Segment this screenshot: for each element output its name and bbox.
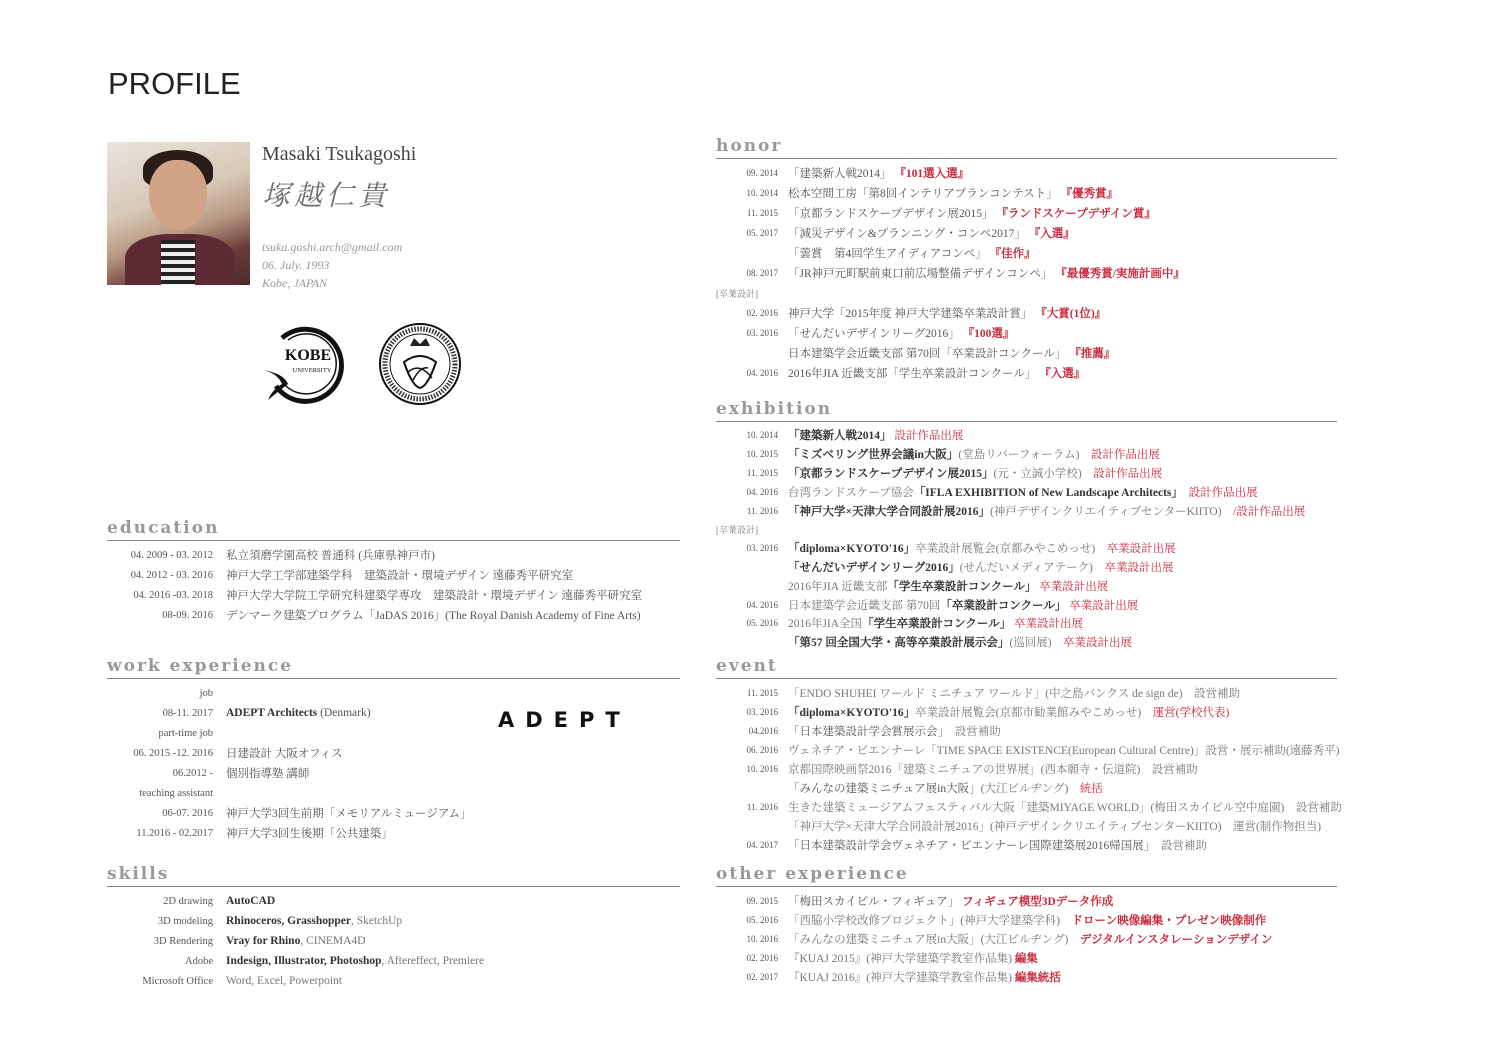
entry-text xyxy=(226,567,573,583)
entry-date: 11. 2015 xyxy=(746,687,778,698)
email[interactable]: tsuka.goshi.arch@gmail.com xyxy=(262,240,403,254)
entry-text xyxy=(788,345,1115,361)
entry-segment: 「京都ランドスケープデザイン展2015」 xyxy=(788,208,997,220)
entry-segment: , SketchUp xyxy=(351,915,403,927)
entry-segment: 2016年JIA全国 xyxy=(788,618,863,631)
entry-segment: , Aftereffect, Premiere xyxy=(381,955,485,967)
entry-segment: 「せんだいデザインリーグ2016」 xyxy=(788,561,960,574)
entry-highlight: 設計作品出展 xyxy=(1188,486,1258,499)
entry-text xyxy=(788,723,1001,739)
entry-text xyxy=(788,704,1229,720)
entry-text xyxy=(226,707,371,719)
entry-text xyxy=(226,805,472,821)
entry-date: 10. 2014 xyxy=(746,430,778,441)
honor-entry xyxy=(716,243,1337,263)
entry-date: Microsoft Office xyxy=(142,975,213,987)
entry-highlight: 設計作品出展 xyxy=(1093,467,1163,480)
entry-highlight: 『ランドスケープデザイン賞』 xyxy=(996,208,1156,220)
entry-date: teaching assistant xyxy=(139,787,213,799)
entry-segment: Indesign, Illustrator, Photoshop xyxy=(226,955,382,967)
entry-highlight: 卒業設計出展 xyxy=(1063,637,1133,650)
entry-segment: 「日本建築設計学会賞展示会」 xyxy=(788,725,944,738)
entry-text xyxy=(788,969,1061,985)
entry-segment: 日本建築学会近畿支部 第70回 xyxy=(788,599,941,612)
entry-highlight: /設計作品出展 xyxy=(1233,505,1306,518)
entry-text xyxy=(226,975,342,987)
entry-segment: 「日本建築設計学会ヴェネチア・ビエンナーレ国際建築展2016帰国展」 xyxy=(788,839,1150,852)
event-heading: event xyxy=(716,656,1337,679)
entry-segment: (堂島リバーフォーラム) xyxy=(958,449,1091,462)
royal-danish-academy-seal xyxy=(378,322,462,406)
entry-segment: AutoCAD xyxy=(226,895,276,907)
entry-text xyxy=(788,837,1207,853)
entry-date: 11.2016 - 02.2017 xyxy=(136,827,213,839)
entry-date: 2D drawing xyxy=(163,895,213,907)
entry-text xyxy=(788,615,1083,631)
work-entry xyxy=(107,823,680,843)
entry-segment: 卒業設計展覧会(京都市勧業館みやこめっせ) xyxy=(915,706,1153,719)
entry-date: 03. 2016 xyxy=(746,706,778,717)
entry-date: 02. 2017 xyxy=(746,971,778,982)
entry-date: 3D modeling xyxy=(157,915,213,927)
event-entry xyxy=(716,778,1337,797)
entry-date: 06. 2015 -12. 2016 xyxy=(133,747,213,759)
entry-text xyxy=(788,893,1113,909)
work-heading: work experience xyxy=(107,656,680,679)
education-entry xyxy=(107,565,680,585)
entry-text xyxy=(226,607,641,623)
work-entry xyxy=(107,803,680,823)
education-entry xyxy=(107,545,680,565)
entry-text xyxy=(788,305,1106,321)
other-entry xyxy=(716,948,1337,967)
entry-highlight: 運営(学校代表) xyxy=(1152,706,1230,719)
entry-segment: 「学生卒業設計コンクール」 xyxy=(862,618,1015,631)
entry-date: 05. 2017 xyxy=(746,228,778,238)
entry-date: 11. 2016 xyxy=(746,801,778,812)
entry-date: 05. 2016 xyxy=(746,914,778,925)
skills-heading: skills xyxy=(107,864,680,887)
entry-text xyxy=(226,895,275,907)
entry-highlight: 設計作品出展 xyxy=(894,430,964,443)
entry-text xyxy=(788,799,1342,815)
entry-segment: (元・立誠小学校) xyxy=(993,467,1094,480)
other-experience-section xyxy=(716,864,1337,986)
entry-date: 11. 2016 xyxy=(746,505,778,516)
education-heading: education xyxy=(107,518,680,541)
entry-highlight: 卒業設計出展 xyxy=(1069,599,1139,612)
event-entry xyxy=(716,721,1337,740)
exhibition-entry xyxy=(716,539,1337,558)
honor-entry xyxy=(716,223,1337,243)
entry-text xyxy=(788,780,1103,796)
honor-entry xyxy=(716,323,1337,343)
entry-segment: 『KUAJ 2016』(神戸大学建築学教室作品集) xyxy=(788,971,1015,984)
entry-segment: 「建築新人戦2014」 xyxy=(788,168,895,180)
event-section xyxy=(716,656,1342,854)
entry-text xyxy=(226,955,484,967)
entry-segment: 「diploma×KYOTO'16」 xyxy=(788,543,916,556)
entry-text xyxy=(788,950,1038,966)
entry-text xyxy=(788,446,1160,462)
entry-text xyxy=(788,540,1176,556)
entry-highlight: 設計作品出展 xyxy=(1090,449,1160,462)
honor-entry xyxy=(716,183,1337,203)
entry-date: part-time job xyxy=(158,727,213,739)
entry-date: 03. 2016 xyxy=(746,328,778,338)
entry-highlight: 卒業設計出展 xyxy=(1039,580,1109,593)
entry-segment: 設営補助 xyxy=(943,725,1001,738)
exhibition-entry xyxy=(716,595,1337,614)
entry-date: 04. 2016 -03. 2018 xyxy=(133,589,213,601)
skills-entry xyxy=(107,971,680,991)
entry-date: 06.2012 - xyxy=(172,767,213,779)
entry-date: 11. 2015 xyxy=(746,467,778,478)
entry-text xyxy=(226,935,366,947)
entry-highlight: 『100選』 xyxy=(962,328,1015,340)
skills-entry xyxy=(107,891,680,911)
location: Kobe, JAPAN xyxy=(262,276,328,290)
entry-date: 02. 2016 xyxy=(746,952,778,963)
profile-name: Masaki Tsukagoshi xyxy=(262,143,417,165)
entry-text xyxy=(788,484,1258,500)
entry-segment: 「卒業設計コンクール」 xyxy=(940,599,1070,612)
entry-segment: Word, Excel, Powerpoint xyxy=(226,975,342,987)
exhibition-section xyxy=(716,399,1337,652)
entry-segment: 「せんだいデザインリーグ2016」 xyxy=(788,328,963,340)
entry-text xyxy=(788,503,1305,519)
entry-date: 09. 2014 xyxy=(746,168,778,178)
entry-segment: , CINEMA4D xyxy=(300,935,366,947)
entry-date: 06-07. 2016 xyxy=(162,807,213,819)
entry-date: 10. 2015 xyxy=(746,449,778,460)
entry-text xyxy=(226,547,435,563)
entry-text xyxy=(788,559,1173,575)
entry-text xyxy=(788,427,963,443)
entry-date: 09. 2015 xyxy=(746,895,778,906)
honor-entry xyxy=(716,283,1337,303)
honor-entry xyxy=(716,163,1337,183)
entry-text xyxy=(788,931,1272,947)
education-section xyxy=(107,518,680,625)
skills-section xyxy=(107,864,680,991)
entry-date: 08-09. 2016 xyxy=(162,609,213,621)
entry-highlight: 『推薦』 xyxy=(1069,348,1116,360)
entry-date: job xyxy=(199,687,213,699)
skills-entry xyxy=(107,911,680,931)
entry-segment: (せんだいメディアテーク) xyxy=(959,561,1105,574)
work-entry xyxy=(107,683,680,703)
entry-segment: 神戸大学工学部建築学科 建築設計・環境デザイン 遠藤秀平研究室 xyxy=(226,570,574,582)
category-tag: [卒業設計] xyxy=(716,524,758,535)
entry-highlight: 『大賞(1位)』 xyxy=(1035,308,1107,320)
entry-segment: 「ENDO SHUHEI ワールド ミニチュア ワールド」(中之島バンクス de sign de) 設営補助 xyxy=(788,687,1241,700)
other-entry xyxy=(716,910,1337,929)
entry-text xyxy=(788,578,1108,594)
entry-date: 04.2016 xyxy=(748,725,778,736)
entry-segment: 「神戸大学×天津大学合同設計展2016」(神戸デザインクリエイティブセンターKIITO) 運営(制作物担当) xyxy=(788,820,1322,833)
entry-segment: 設営補助 xyxy=(1149,839,1208,852)
entry-segment: 「みんなの建築ミニチュア展in大阪」(大江ビルヂング) xyxy=(788,933,1080,946)
work-entry xyxy=(107,743,680,763)
entry-segment: 「みんなの建築ミニチュア展in大阪」 xyxy=(788,782,981,795)
entry-date: 11. 2015 xyxy=(746,208,778,218)
entry-date: Adobe xyxy=(185,955,213,967)
entry-segment: 神戸大学3回生後期「公共建築」 xyxy=(226,828,393,840)
honor-entry xyxy=(716,263,1337,283)
entry-segment: 日建設計 大阪オフィス xyxy=(226,748,343,760)
entry-text xyxy=(788,761,1198,777)
entry-date: 04. 2017 xyxy=(746,839,778,850)
entry-segment: 「diploma×KYOTO'16」 xyxy=(788,706,916,719)
exhibition-entry xyxy=(716,558,1337,577)
entry-segment: 生きた建築ミュージアムフェスティバル大阪「建築MIYAGE WORLD」(梅田スカイビル空中庭園) 設営補助 xyxy=(788,801,1342,814)
entry-highlight: 編集 xyxy=(1014,952,1038,965)
entry-text xyxy=(226,587,642,603)
entry-segment: 「学生卒業設計コンクール」 xyxy=(887,580,1040,593)
entry-highlight: 『101選入選』 xyxy=(894,168,970,180)
exhibition-entry xyxy=(716,520,1337,539)
entry-segment: 「減災デザイン&プランニング・コンペ2017」 xyxy=(788,228,1029,240)
exhibition-heading: exhibition xyxy=(716,399,1337,422)
exhibition-entry xyxy=(716,445,1337,464)
entry-segment: 「ミズベリング世界会議in大阪」 xyxy=(788,449,959,462)
entry-highlight: 卒業設計出展 xyxy=(1104,561,1174,574)
entry-segment: 『KUAJ 2015』(神戸大学建築学教室作品集) xyxy=(788,952,1015,965)
birthday: 06. July. 1993 xyxy=(262,258,330,272)
adept-logo: ADEPT xyxy=(498,708,631,732)
entry-segment: 「蕓賞 第4回学生アイディアコンペ」 xyxy=(788,248,990,260)
entry-text xyxy=(226,915,402,927)
entry-highlight: デジタルインスタレーションデザイン xyxy=(1079,933,1273,946)
entry-date: 05. 2016 xyxy=(746,618,778,629)
entry-highlight: 『最優秀賞/実施計画中』 xyxy=(1055,268,1185,280)
entry-highlight: 編集統括 xyxy=(1014,971,1061,984)
work-entry xyxy=(107,763,680,783)
entry-highlight: 『入選』 xyxy=(1028,228,1075,240)
entry-text xyxy=(788,245,1036,261)
entry-segment: 「梅田スカイビル・フィギュア」 xyxy=(788,895,963,908)
kobe-university-logo xyxy=(262,320,348,406)
entry-highlight: 統括 xyxy=(1079,782,1103,795)
entry-text xyxy=(788,265,1185,281)
event-entry xyxy=(716,740,1340,759)
honor-entry xyxy=(716,203,1337,223)
entry-segment: 「IFLA EXHIBITION of New Landscape Architects」 xyxy=(913,486,1189,499)
entry-text xyxy=(788,465,1162,481)
exhibition-entry xyxy=(716,576,1337,595)
entry-date: 04. 2016 xyxy=(746,599,778,610)
education-entry xyxy=(107,585,680,605)
entry-segment: 2016年JIA 近畿支部 xyxy=(788,580,888,593)
entry-segment: Rhinoceros, Grasshopper xyxy=(226,915,352,927)
honor-section xyxy=(716,136,1337,383)
entry-text xyxy=(788,185,1118,201)
exhibition-entry xyxy=(716,426,1337,445)
honor-entry xyxy=(716,363,1337,383)
entry-segment: 「第57 回全国大学・高等卒業設計展示会」 xyxy=(788,637,1010,650)
entry-highlight: 『入選』 xyxy=(1039,368,1086,380)
entry-segment: Vray for Rhino xyxy=(226,935,301,947)
entry-highlight: 卒業設計出展 xyxy=(1106,543,1176,556)
entry-segment: デンマーク建築プログラム「JaDAS 2016」(The Royal Danish Academy of Fine Arts) xyxy=(226,610,641,622)
entry-highlight: 『佳作』 xyxy=(989,248,1036,260)
entry-highlight: ドローン映像編集・プレゼン映像制作 xyxy=(1071,914,1267,927)
work-entry xyxy=(107,783,680,803)
entry-text xyxy=(788,634,1132,650)
other-entry xyxy=(716,967,1337,986)
entry-date: 10. 2014 xyxy=(746,188,778,198)
entry-date: 3D Rendering xyxy=(153,935,213,947)
entry-text xyxy=(788,365,1085,381)
entry-highlight: 卒業設計出展 xyxy=(1014,618,1084,631)
entry-segment: (大江ビルヂング) xyxy=(980,782,1080,795)
entry-text xyxy=(788,685,1240,701)
entry-segment: 神戸大学大学院工学研究科建築学専攻 建築設計・環境デザイン 遠藤秀平研究室 xyxy=(226,590,643,602)
entry-date: 10. 2016 xyxy=(746,933,778,944)
profile-photo xyxy=(107,142,250,285)
entry-segment: 松本空間工房「第8回インテリアプランコンテスト」 xyxy=(788,188,1061,200)
entry-date: 04. 2016 xyxy=(746,368,778,378)
entry-date: 04. 2012 - 03. 2016 xyxy=(130,569,213,581)
exhibition-entry xyxy=(716,482,1337,501)
entry-segment: (Denmark) xyxy=(320,707,371,719)
entry-segment: 京都国際映画祭2016「建築ミニチュアの世界展」(西本願寺・伝道院) 設営補助 xyxy=(788,763,1198,776)
event-entry xyxy=(716,797,1342,816)
entry-segment: 神戸大学「2015年度 神戸大学建築卒業設計賞」 xyxy=(788,308,1036,320)
other-heading: other experience xyxy=(716,864,1337,887)
entry-segment: ADEPT Architects xyxy=(226,707,321,719)
education-entry xyxy=(107,605,680,625)
entry-text xyxy=(788,742,1339,758)
contact-info xyxy=(262,238,402,292)
profile-name-signature: 塚越仁貴 xyxy=(262,179,391,212)
exhibition-entry xyxy=(716,464,1337,483)
entry-date: 10. 2016 xyxy=(746,763,778,774)
exhibition-entry xyxy=(716,501,1337,520)
exhibition-entry xyxy=(716,614,1337,633)
entry-date: 04. 2009 - 03. 2012 xyxy=(130,549,213,561)
entry-highlight: 『優秀賞』 xyxy=(1060,188,1119,200)
honor-heading: honor xyxy=(716,136,1337,159)
entry-text xyxy=(226,765,309,781)
entry-text xyxy=(788,325,1014,341)
category-tag: [卒業設計] xyxy=(716,288,758,299)
entry-date: 03. 2016 xyxy=(746,543,778,554)
svg-text:UNIVERSITY: UNIVERSITY xyxy=(292,367,332,374)
entry-highlight: フィギュア模型3Dデータ作成 xyxy=(962,895,1114,908)
entry-segment: 「京都ランドスケープデザイン展2015」 xyxy=(788,467,994,480)
other-entry xyxy=(716,891,1337,910)
entry-date: 04. 2016 xyxy=(746,486,778,497)
entry-segment: 「建築新人戦2014」 xyxy=(788,430,895,443)
event-entry xyxy=(716,759,1337,778)
entry-date: 08-11. 2017 xyxy=(162,707,213,719)
entry-text xyxy=(226,825,393,841)
entry-text xyxy=(788,818,1321,834)
skills-entry xyxy=(107,931,680,951)
work-experience-section xyxy=(107,656,680,843)
entry-text xyxy=(788,225,1075,241)
entry-date: 02. 2016 xyxy=(746,308,778,318)
entry-segment: (神戸デザインクリエイティブセンターKIITO) xyxy=(990,505,1234,518)
event-entry xyxy=(716,702,1337,721)
entry-text xyxy=(788,165,969,181)
entry-segment: 台湾ランドスケープ協会 xyxy=(788,486,914,499)
entry-date: 08. 2017 xyxy=(746,268,778,278)
other-entry xyxy=(716,929,1337,948)
entry-text xyxy=(788,597,1138,613)
exhibition-entry xyxy=(716,633,1337,652)
entry-segment: (巡回展) xyxy=(1009,637,1064,650)
entry-segment: 「神戸大学×天津大学合同設計展2016」 xyxy=(788,505,991,518)
entry-text xyxy=(226,745,343,761)
event-entry xyxy=(716,816,1337,835)
entry-date: 06. 2016 xyxy=(746,744,778,755)
entry-segment: 個別指導塾 講師 xyxy=(226,768,310,780)
entry-segment: 卒業設計展覧会(京都みやこめっせ) xyxy=(915,543,1107,556)
event-entry xyxy=(716,683,1337,702)
entry-segment: 「西脇小学校改修プロジェクト」(神戸大学建築学科) xyxy=(788,914,1072,927)
event-entry xyxy=(716,835,1337,854)
entry-segment: 神戸大学3回生前期「メモリアルミュージアム」 xyxy=(226,808,472,820)
entry-text xyxy=(788,912,1266,928)
svg-text:KOBE: KOBE xyxy=(284,347,332,364)
entry-segment: 私立須磨学園高校 普通科 (兵庫県神戸市) xyxy=(226,550,435,562)
entry-segment: 「JR神戸元町駅前東口前広場整備デザインコンペ」 xyxy=(788,268,1056,280)
honor-entry xyxy=(716,303,1337,323)
entry-segment: 日本建築学会近畿支部 第70回「卒業設計コンクール」 xyxy=(788,348,1070,360)
page-title: PROFILE xyxy=(108,66,241,101)
entry-segment: ヴェネチア・ビエンナーレ「TIME SPACE EXISTENCE(European Cultural Centre)」設営・展示補助(遠藤秀平) xyxy=(788,744,1340,757)
skills-entry xyxy=(107,951,680,971)
entry-text xyxy=(788,205,1156,221)
entry-segment: 2016年JIA 近畿支部「学生卒業設計コンクール」 xyxy=(788,368,1040,380)
honor-entry xyxy=(716,343,1337,363)
